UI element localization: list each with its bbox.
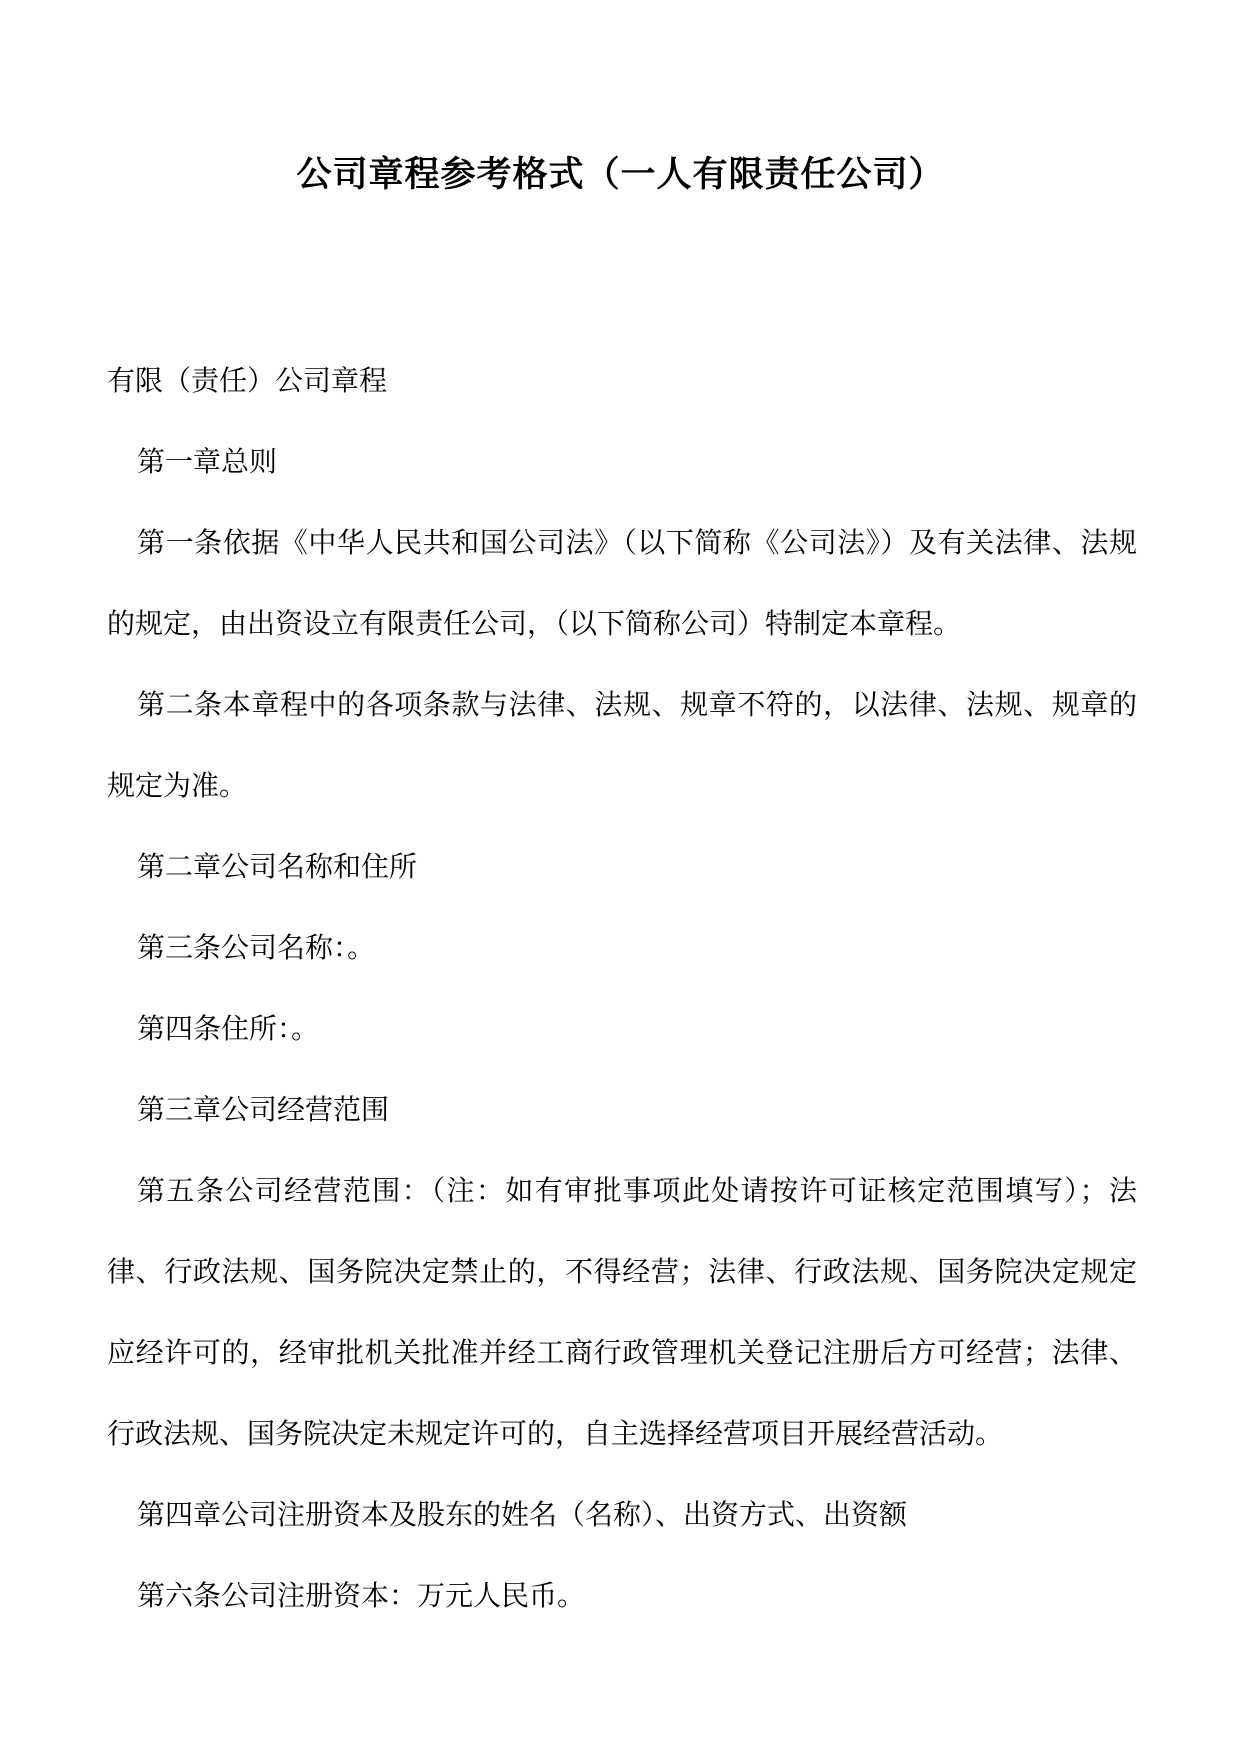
article-5: 第五条公司经营范围：（注：如有审批事项此处请按许可证核定范围填写）；法律、行政法规、国务院决定禁止的，不得经营；法律、行政法规、国务院决定规定应经许可的，经审批机关批准并经工商行政管理机关登记注册后方可经营；法律、行政法规、国务院决定未规定许可的，自主选择经营项目开展经营活动。	[107, 1174, 1137, 1450]
article-4: 第四条住所：。	[137, 1012, 320, 1045]
document-title: 公司章程参考格式（一人有限责任公司）	[296, 155, 945, 195]
chapter-2-heading: 第二章公司名称和住所	[137, 850, 418, 883]
article-1: 第一条依据《中华人民共和国公司法》（以下简称《公司法》）及有关法律、法规的规定，由出资设立有限责任公司，（以下简称公司）特制定本章程。	[107, 526, 1137, 640]
chapter-4-heading: 第四章公司注册资本及股东的姓名（名称）、出资方式、出资额	[137, 1498, 908, 1531]
article-3: 第三条公司名称：。	[137, 931, 376, 964]
document-body	[107, 340, 1137, 1636]
charter-heading: 有限（责任）公司章程	[107, 364, 388, 397]
article-6: 第六条公司注册资本：万元人民币。	[137, 1579, 586, 1612]
chapter-1-heading: 第一章总则	[137, 445, 278, 478]
article-2: 第二条本章程中的各项条款与法律、法规、规章不符的，以法律、法规、规章的规定为准。	[107, 688, 1137, 802]
chapter-3-heading: 第三章公司经营范围	[137, 1093, 390, 1126]
